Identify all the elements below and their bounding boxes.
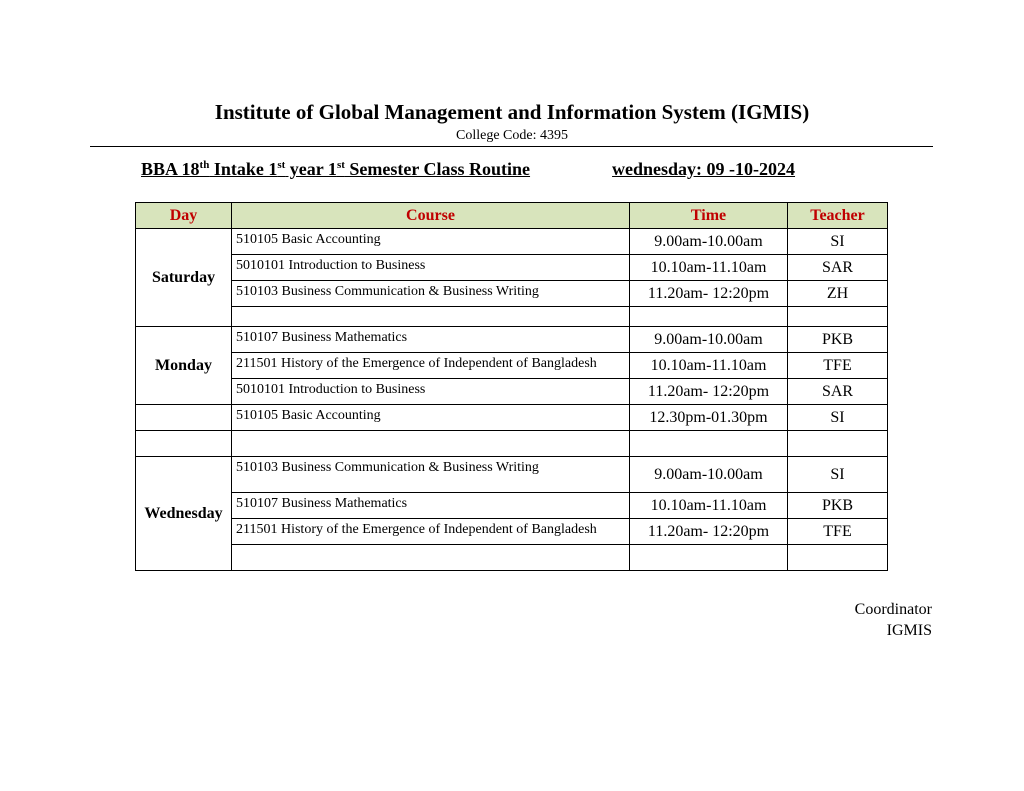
teacher-cell: TFE <box>788 353 888 379</box>
blank-row <box>136 307 888 327</box>
teacher-cell: PKB <box>788 493 888 519</box>
blank-row <box>136 431 888 457</box>
empty-cell <box>232 545 630 571</box>
teacher-cell: SAR <box>788 255 888 281</box>
course-cell: 211501 History of the Emergence of Independent of Bangladesh <box>232 353 630 379</box>
time-cell: 10.10am-11.10am <box>630 353 788 379</box>
table-row <box>136 229 888 255</box>
header-course: Course <box>232 203 630 229</box>
teacher-cell: SI <box>788 229 888 255</box>
routine-heading-part: Intake 1 <box>209 159 278 179</box>
course-cell: 510105 Basic Accounting <box>232 405 630 431</box>
empty-cell <box>232 307 630 327</box>
empty-cell <box>136 405 232 431</box>
routine-heading-part: Semester Class Routine <box>344 159 531 179</box>
table-row <box>136 255 888 281</box>
empty-cell <box>232 431 630 457</box>
time-cell: 10.10am-11.10am <box>630 255 788 281</box>
teacher-cell: ZH <box>788 281 888 307</box>
header-divider <box>90 146 933 147</box>
day-saturday: Saturday <box>136 229 232 327</box>
table-row <box>136 405 888 431</box>
time-cell: 11.20am- 12:20pm <box>630 281 788 307</box>
teacher-cell: SI <box>788 405 888 431</box>
empty-cell <box>630 431 788 457</box>
time-cell: 11.20am- 12:20pm <box>630 519 788 545</box>
table-row <box>136 281 888 307</box>
teacher-cell: SI <box>788 457 888 493</box>
table-row <box>136 379 888 405</box>
time-cell: 9.00am-10.00am <box>630 229 788 255</box>
empty-cell <box>136 431 232 457</box>
class-routine-table <box>135 202 888 571</box>
course-cell: 510107 Business Mathematics <box>232 493 630 519</box>
course-cell: 211501 History of the Emergence of Independent of Bangladesh <box>232 519 630 545</box>
routine-heading-sup: st <box>336 159 345 171</box>
time-cell: 12.30pm-01.30pm <box>630 405 788 431</box>
teacher-cell: SAR <box>788 379 888 405</box>
time-cell: 9.00am-10.00am <box>630 327 788 353</box>
table-row <box>136 327 888 353</box>
time-cell: 9.00am-10.00am <box>630 457 788 493</box>
empty-cell <box>788 545 888 571</box>
routine-heading-sup: th <box>199 159 210 171</box>
routine-heading-part: year 1 <box>285 159 337 179</box>
day-wednesday: Wednesday <box>136 457 232 571</box>
time-cell: 10.10am-11.10am <box>630 493 788 519</box>
header-day: Day <box>136 203 232 229</box>
course-cell: 5010101 Introduction to Business <box>232 379 630 405</box>
signature-title: Coordinator <box>854 601 932 618</box>
routine-heading-part: BBA 18 <box>141 159 200 179</box>
table-row <box>136 493 888 519</box>
table-header-row <box>136 203 888 229</box>
heading-gap <box>530 157 612 181</box>
routine-heading <box>141 157 795 181</box>
header-time: Time <box>630 203 788 229</box>
header-teacher: Teacher <box>788 203 888 229</box>
table-row <box>136 519 888 545</box>
empty-cell <box>630 545 788 571</box>
empty-cell <box>630 307 788 327</box>
course-cell: 510103 Business Communication & Business Writing <box>232 457 630 493</box>
course-cell: 5010101 Introduction to Business <box>232 255 630 281</box>
signature-org: IGMIS <box>886 622 932 639</box>
institute-title: Institute of Global Management and Information System (IGMIS) <box>214 100 810 124</box>
teacher-cell: PKB <box>788 327 888 353</box>
course-cell: 510105 Basic Accounting <box>232 229 630 255</box>
empty-cell <box>788 431 888 457</box>
time-cell: 11.20am- 12:20pm <box>630 379 788 405</box>
day-monday: Monday <box>136 327 232 405</box>
college-code: College Code: 4395 <box>456 128 568 143</box>
signature-block <box>855 599 932 641</box>
routine-date: wednesday: 09 -10-2024 <box>612 159 796 179</box>
table-row <box>136 457 888 493</box>
blank-row <box>136 545 888 571</box>
course-cell: 510107 Business Mathematics <box>232 327 630 353</box>
empty-cell <box>788 307 888 327</box>
table-row <box>136 353 888 379</box>
teacher-cell: TFE <box>788 519 888 545</box>
course-cell: 510103 Business Communication & Business Writing <box>232 281 630 307</box>
routine-heading-sup: st <box>277 159 286 171</box>
